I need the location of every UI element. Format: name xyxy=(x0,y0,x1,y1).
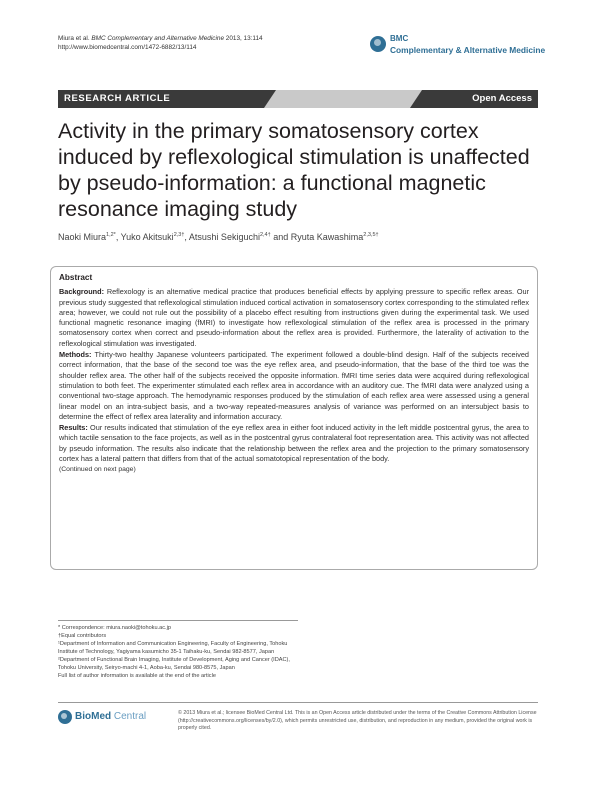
author: Yuko Akitsuki xyxy=(120,232,174,242)
citation: Miura et al. BMC Complementary and Alternative Medicine 2013, 13:114 xyxy=(58,35,263,42)
journal-name: BMC Complementary and Alternative Medicine xyxy=(91,35,224,42)
footnote-divider xyxy=(58,620,298,621)
abstract-results: Results: Our results indicated that stimulation of the eye reflex area in either foot induced activity in the left middle postcentral gyrus, the area to which tactile sensation to the face projects, as well as in the postcentral gyrus contralateral foot representation area. This activity was not affected by pseudo information. The results also indicate that the relationship between the reflex area and the projection to the primary somatosensory cortex has a lateral pattern that differs from that of the actual somatotopical representation of the body. xyxy=(59,423,529,464)
affiliation: ¹Department of Information and Communication Engineering, Faculty of Engineering, Tohoku Institute of Technology, Yagiyama kasumicho 35-1 Taihaku-ku, Sendai 982-8577, Japan xyxy=(58,641,288,655)
footnotes xyxy=(58,620,298,680)
author: Ryuta Kawashima xyxy=(290,232,364,242)
license-text: © 2013 Miura et al.; licensee BioMed Central Ltd. This is an Open Access article distributed under the terms of the Creative Commons Attribution License (http://creativecommons.org/licenses/by/2.0), which permits unrestricted use, distribution, and reproduction in any medium, provided the original work is properly cited. xyxy=(178,710,537,732)
abstract-background: Background: Reflexology is an alternative medical practice that produces beneficial effects by applying pressure to specific reflex areas. Our previous study suggested that reflexological stimulation induced cortical activation in somatosensory cortex corresponding to the stimulated reflex area; however, we could not rule out the possibility of a placebo effect resulting from instructions given during the experimental task. We used functional magnetic resonance imaging (fMRI) to investigate how reflexological stimulation of the reflex area is processed in the primary somatosensory cortex when correct and pseudo-information about the reflex area is provided. Furthermore, the laterality of activation to the reflexological stimulation was investigated. xyxy=(59,287,530,348)
footnote: Full list of author information is available at the end of the article xyxy=(58,673,216,679)
running-header xyxy=(58,34,263,52)
abstract-methods: Methods: Thirty-two healthy Japanese volunteers participated. The experiment followed a double-blind design. Half of the subjects received correct information, that the base of the second toe was the eye reflex area, and pseudo-information, that the base of the third toe was the shoulder reflex area. The other half of the subjects received the opposite information. fMRI time series data were acquired during reflexological stimulation to both feet. The experimenter stimulated each reflex area in accordance with an auditory cue. The fMRI data were analyzed using a conventional two-stage approach. The hemodynamic responses produced by the stimulation of each reflex area were assessed using a general linear model on an intra-subject basis, and a two-way repeated-measures analysis of variance was performed on an intersubject basis to determine the effect of reflex area laterality and information accuracy. xyxy=(59,350,529,421)
abstract-box xyxy=(50,266,538,570)
article-title: Activity in the primary somatosensory cortex induced by reflexological stimulation is unaffected by pseudo-information: a functional magnetic resonance imaging study xyxy=(58,119,530,221)
journal-logo: BMC Complementary & Alternative Medicine xyxy=(370,32,538,66)
abstract-heading: Abstract xyxy=(59,273,93,282)
continued-note: (Continued on next page) xyxy=(59,466,136,474)
affiliation: ²Department of Functional Brain Imaging, Institute of Development, Aging and Cancer (IDAC), Tohoku University, Seiryo-machi 4-1, Aoba-ku, Sendai 980-8575, Japan xyxy=(58,657,290,671)
biomed-central-icon xyxy=(58,710,72,724)
correspondence: * Correspondence: miura.naoki@tohoku.ac.jp xyxy=(58,625,171,631)
footnote: †Equal contributors xyxy=(58,633,107,639)
footer-divider xyxy=(58,702,538,703)
article-type-banner xyxy=(58,90,538,108)
bmc-logo-icon xyxy=(370,36,386,52)
biomed-central-logo: BioMed Central xyxy=(58,710,168,726)
author: Atsushi Sekiguchi xyxy=(188,232,260,242)
author-list: Naoki Miura$^{1,2*}$, Yuko Akitsuki$^{2,3\dagger}$, Atsushi Sekiguchi$^{2,4\dagger}$ and Ryuta Kawashima$^{2,3,5\dagger}$ xyxy=(58,232,379,242)
author: Naoki Miura xyxy=(58,232,107,242)
article-type: RESEARCH ARTICLE xyxy=(58,90,264,108)
article-url[interactable]: http://www.biomedcentral.com/1472-6882/13/114 xyxy=(58,44,197,51)
open-access-badge: Open Access xyxy=(422,90,538,108)
